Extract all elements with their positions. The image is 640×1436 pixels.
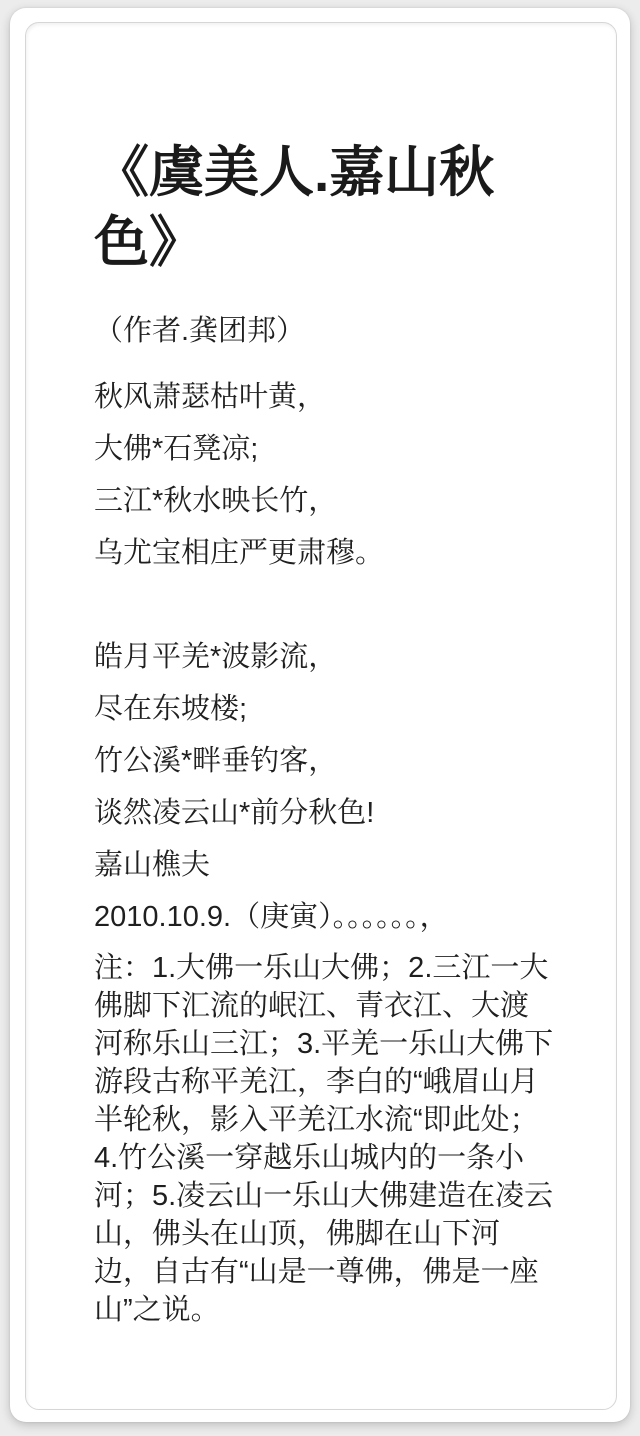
note-line: 注：1.大佛一乐山大佛；2.三江一大	[94, 952, 549, 984]
stanza-spacer	[94, 579, 566, 631]
poem-signature: 嘉山樵夫	[94, 849, 211, 881]
article-card	[10, 8, 630, 1422]
author-line: （作者.龚团邦）	[94, 315, 306, 347]
poem-line: 尽在东坡楼;	[94, 693, 248, 725]
note-line: 边，自古有“山是一尊佛，佛是一座	[94, 1256, 539, 1288]
poem-line: 秋风萧瑟枯叶黄，	[94, 381, 327, 413]
poem-line: 谈然凌云山*前分秋色!	[94, 797, 375, 829]
poem-line: 三江*秋水映长竹，	[94, 485, 338, 517]
note-line: 河；5.凌云山一乐山大佛建造在凌云	[94, 1180, 554, 1212]
note-line: 佛脚下汇流的岷江、青衣江、大渡	[94, 990, 530, 1022]
article-content	[26, 23, 616, 1409]
note-line: 游段古称平羌江，李白的“峨眉山月	[94, 1066, 539, 1098]
content-frame	[25, 22, 617, 1410]
note-line: 4.竹公溪一穿越乐山城内的一条小	[94, 1142, 525, 1174]
page-title: 《虞美人.嘉山秋色》	[94, 141, 495, 273]
note-line: 半轮秋，影入平羌江水流“即此处；	[94, 1104, 539, 1136]
poem-line: 竹公溪*畔垂钓客，	[94, 745, 338, 777]
note-line: 山，佛头在山顶，佛脚在山下河	[94, 1218, 501, 1250]
poem-line: 大佛*石凳凉;	[94, 433, 259, 465]
note-line: 山”之说。	[94, 1294, 220, 1326]
poem-line: 皓月平羌*波影流，	[94, 641, 338, 673]
notes-block	[94, 949, 566, 1329]
poem-line: 乌尤宝相庄严更肃穆。	[94, 537, 385, 569]
poem-date-line: 2010.10.9.（庚寅）。。。。。。，	[94, 901, 449, 933]
note-line: 河称乐山三江；3.平羌一乐山大佛下	[94, 1028, 554, 1060]
